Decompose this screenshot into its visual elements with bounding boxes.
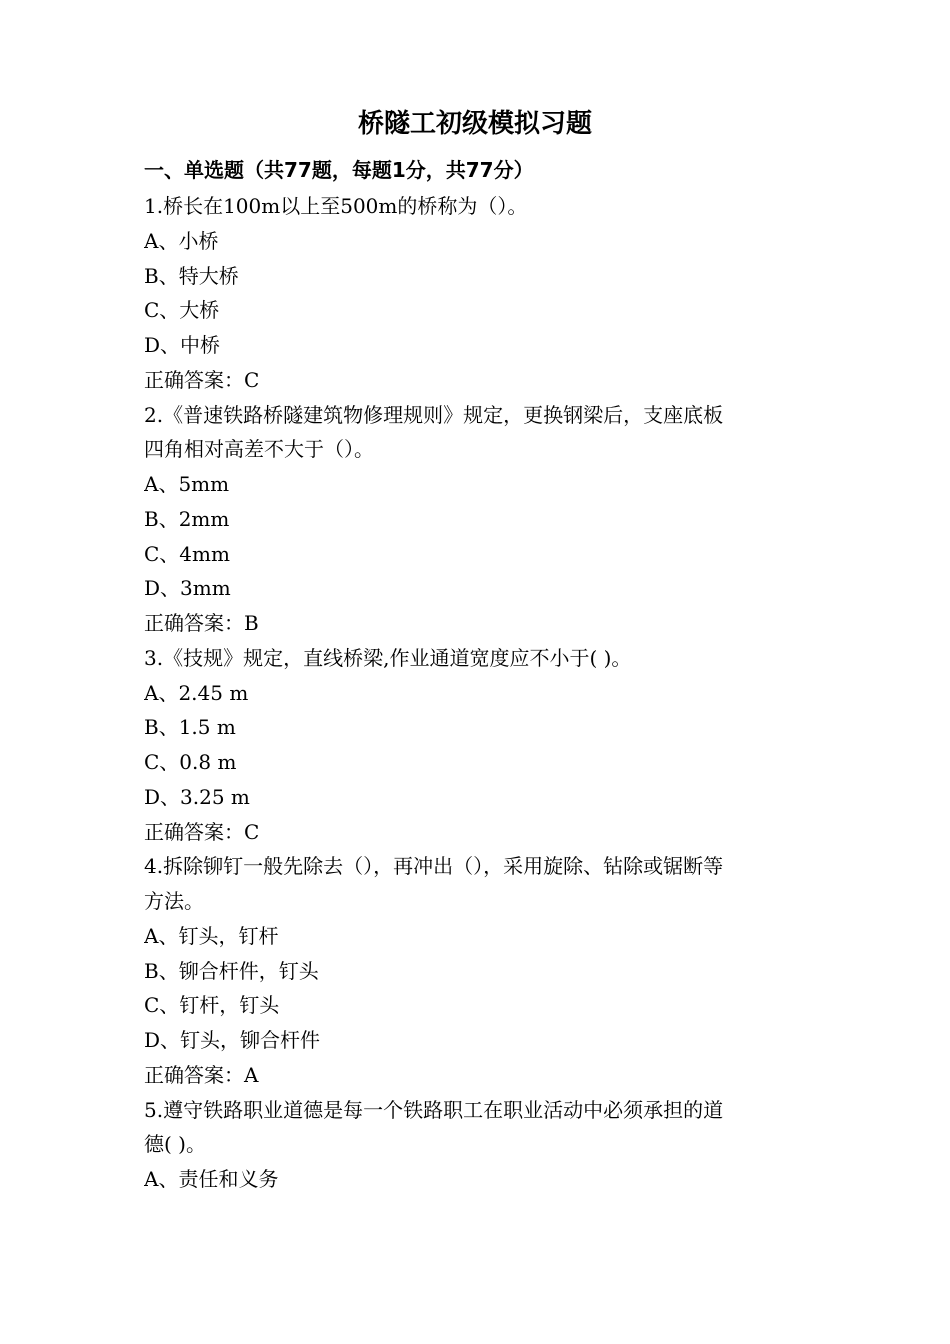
question-1 (144, 189, 814, 398)
option-a: A、5mm (144, 472, 230, 496)
question-list (144, 189, 814, 1197)
question-stem-continued: 德( )。 (144, 1132, 206, 1157)
correct-answer: 正确答案：C (144, 367, 260, 392)
option-c: C、钉杆，钉头 (144, 993, 280, 1018)
question-stem-continued: 方法。 (144, 889, 204, 913)
option-a: A、钉头，钉杆 (144, 923, 279, 948)
correct-answer: 正确答案：C (144, 819, 260, 844)
question-stem-continued: 四角相对高差不大于（）。 (144, 437, 374, 462)
option-b: B、特大桥 (144, 263, 239, 288)
option-d: D、3mm (144, 576, 231, 601)
option-a: A、责任和义务 (144, 1167, 279, 1191)
correct-answer: 正确答案：B (144, 611, 259, 635)
option-c: C、4mm (144, 541, 230, 566)
correct-answer: 正确答案：A (144, 1062, 259, 1087)
option-b: B、2mm (144, 506, 230, 531)
question-5 (144, 1093, 814, 1197)
option-b: B、1.5 m (144, 715, 236, 740)
question-2 (144, 398, 814, 641)
option-b: B、铆合杆件，钉头 (144, 958, 319, 983)
option-d: D、3.25 m (144, 784, 250, 809)
option-c: C、0.8 m (144, 750, 237, 774)
question-stem: 2.《普速铁路桥隧建筑物修理规则》规定，更换钢梁后，支座底板 (144, 402, 724, 427)
question-stem: 1.桥长在100m以上至500m的桥称为（）。 (144, 194, 528, 218)
option-d: D、中桥 (144, 333, 221, 357)
question-stem: 5.遵守铁路职业道德是每一个铁路职工在职业活动中必须承担的道 (144, 1097, 724, 1122)
option-d: D、钉头，铆合杆件 (144, 1028, 321, 1052)
question-stem: 4.拆除铆钉一般先除去（），再冲出（），采用旋除、钻除或锯断等 (144, 854, 724, 879)
option-c: C、大桥 (144, 298, 220, 323)
question-3 (144, 641, 814, 850)
document-title: 桥隧工初级模拟习题 (357, 109, 592, 139)
option-a: A、小桥 (144, 228, 219, 253)
option-a: A、2.45 m (144, 680, 249, 705)
question-4 (144, 849, 814, 1092)
section-heading: 一、单选题（共77题，每题1分，共77分） (144, 158, 534, 182)
question-stem: 3.《技规》规定，直线桥梁,作业通道宽度应不小于( )。 (144, 645, 632, 670)
